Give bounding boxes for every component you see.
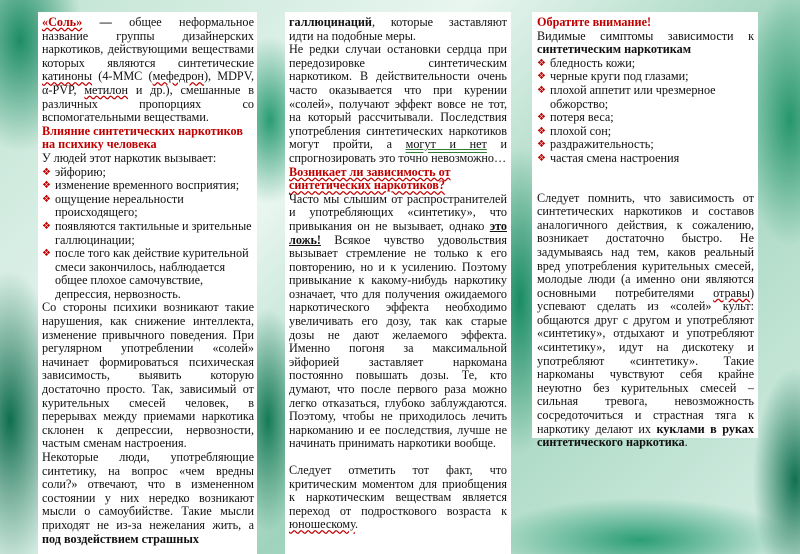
list-item-text: эйфорию; (55, 164, 106, 179)
heading-psyche-effects: Влияние синтетических наркотиков на психику человека (42, 123, 243, 152)
intro-dash: — (82, 15, 112, 29)
diamond-bullet-icon: ❖ (537, 71, 546, 83)
term-katinony: катиноны (42, 69, 93, 84)
effects-list (42, 166, 254, 302)
diamond-bullet-icon: ❖ (42, 166, 51, 178)
list-item (42, 247, 254, 301)
list-item (537, 84, 754, 111)
list-item (537, 125, 754, 139)
list-item (537, 70, 754, 84)
critical-moment-paragraph (289, 464, 507, 532)
symptoms-intro-bold: синтетическим наркотикам (537, 42, 692, 57)
intro-text-e: ), MDPV, α-PVP, (42, 69, 254, 97)
term-otravy: отравы (713, 285, 750, 300)
list-item-text: плохой сон; (550, 123, 612, 138)
paragraph-gap (537, 166, 754, 179)
cont-bold: галлюцинаций (289, 15, 372, 29)
list-item-text: потеря веса; (550, 110, 614, 125)
para1-text-a: Не редки случаи остановки сердца при передозировке синтетическим наркотиком. В действительности очень часто оказывается что при курении «солей», получают эффект вовсе не тот, на который рассчитывали. Последствия употребления синтетических наркотиков могут пройти, а (289, 42, 507, 152)
effects-intro: У людей этот наркотик вызывает: (42, 150, 217, 165)
column-middle (285, 12, 511, 554)
diamond-bullet-icon: ❖ (42, 220, 51, 232)
symptoms-intro-text: Видимые симптомы зависимости к (537, 28, 754, 43)
list-item (537, 57, 754, 71)
list-item (537, 152, 754, 166)
list-item-text: бледность кожи; (550, 55, 636, 70)
dep-end: . (684, 435, 688, 450)
intro-paragraph (42, 16, 254, 125)
cont-rest: , которые заставляют идти на подобные меры. (289, 15, 507, 43)
diamond-bullet-icon: ❖ (537, 57, 546, 69)
addiction-paragraph (289, 193, 507, 451)
para3-bold: под воздействием страшных (42, 531, 199, 546)
its-a-lie: это ложь! (289, 218, 507, 247)
para3-text-c: . (354, 517, 359, 532)
heart-stop-paragraph (289, 43, 507, 165)
diamond-bullet-icon: ❖ (537, 152, 546, 164)
diamond-bullet-icon: ❖ (42, 180, 51, 192)
para1-text-c: и спрогнозировать это точно невозможно… (289, 137, 507, 165)
term-yunosheskomu: юношескому (289, 517, 355, 532)
diamond-bullet-icon: ❖ (537, 125, 546, 137)
continuation-paragraph (289, 16, 507, 43)
para1-underlined: могут и нет (405, 137, 487, 152)
list-item-text: частая смена настроения (550, 150, 680, 165)
dep-text-a: Следует помнить, что зависимость от синтетических наркотиков и составов аналогичного действия, к сожалению, возникает достаточно быстро. Не задумываясь над тем, каков реальный вред употребления курительных смесей, молодые люди (а именно они являются основными потребителями (537, 190, 754, 300)
para3-text-a: Следует отметить тот факт, что критическим моментом для приобщения к наркотическим веществам является переход от подросткового возраста к (289, 463, 507, 518)
symptoms-list (537, 57, 754, 166)
diamond-bullet-icon: ❖ (537, 139, 546, 151)
diamond-bullet-icon: ❖ (42, 193, 51, 205)
symptoms-intro (537, 30, 754, 57)
dependency-paragraph (537, 192, 754, 450)
heading-attention: Обратите внимание! (537, 15, 652, 29)
intro-text-a: общее неформальное название группы дизайнерских наркотиков, действующими веществами которых являются синтетические (42, 15, 254, 70)
list-item (537, 111, 754, 125)
column-left (38, 12, 257, 554)
diamond-bullet-icon: ❖ (537, 112, 546, 124)
para2-text-c: Всякое чувство удовольствия вызывает стремление не только к его повторению, но и к усилению. Поэтому привыкание к какому-нибудь наркотику означает, что для получения ожидаемого наркотического эффекта необходимо увеличивать его дозу, так как старые дозы не дают желаемого эффекта. Именно погоня за максимальной эйфорией заставляет наркомана постоянно повышать дозы. Те, кто думают, что после первого раза можно легко отказаться, глубоко заблуждаются. Поэтому, чтобы не приходилось лечить наркоманию и ее последствия, лучше не начинать принимать наркотики вообще. (289, 232, 507, 451)
intro-text-g: и др.), смешанные в различных пропорциях со вспомогательными веществами. (42, 82, 254, 125)
diamond-bullet-icon: ❖ (537, 84, 546, 96)
column-right (532, 12, 758, 450)
list-item-text: изменение временного восприятия; (55, 178, 240, 193)
para3-text: Некоторые люди, употребляющие синтетику, на вопрос «чем вредны соли?» отвечают, что в измененном состоянии у них нередко возникают мысли о самоубийстве. Такие мысли приходят не из-за нежелания жить, а (42, 450, 254, 532)
dep-bold: куклами в руках синтетического наркотика (537, 421, 754, 450)
diamond-bullet-icon: ❖ (42, 248, 51, 260)
list-item-text: после того как действие курительной смеси закончилось, наблюдается общее плохое самочувствие, депрессия, нервозность. (55, 246, 249, 301)
list-item (42, 193, 254, 220)
list-item (42, 166, 254, 180)
intro-text-c: (4-ММС ( (92, 69, 153, 84)
term-metilon: метилон (84, 82, 128, 97)
list-item (42, 179, 254, 193)
suicide-thoughts-paragraph (42, 451, 254, 546)
list-item-text: черные круги под глазами; (550, 69, 689, 84)
list-item (537, 138, 754, 152)
list-item-text: раздражительность; (550, 137, 654, 152)
para2-text-a: Часто мы слышим от распространителей и употребляющих «синтетику», что привыкания он не вызывает, однако (289, 191, 507, 233)
term-mefedron: мефедрон (152, 69, 204, 84)
list-item-text: ощущение нереальности происходящего; (55, 191, 184, 220)
list-item-text: появляются тактильные и зрительные галлюцинации; (55, 218, 252, 247)
heading-addiction-question: Возникает ли зависимость от синтетических наркотиков? (289, 164, 451, 193)
list-item (42, 220, 254, 247)
list-item-text: плохой аппетит или чрезмерное обжорство; (550, 82, 716, 111)
psyche-disorders-paragraph: Со стороны психики возникают такие нарушения, как снижение интеллекта, изменение привычного поведения. При регулярном употреблении «солей» начинает формироваться психическая зависимость, выявить которую достаточно просто. Так, зависимый от курительных смесей человек, в перерывах между приемами наркотика склонен к депрессии, нервозности, частым сменам настроения. (42, 300, 254, 451)
term-sol: «Соль» (42, 15, 83, 29)
dep-text-c: ) успевают сделать из «солей» культ: общаются друг с другом и употребляют «синтетику», отдыхают и употребляют «синтетику», идут на дискотеку и употребляют «синтетику». Такие наркоманы чувствуют себя крайне неуютно без курительных смесей – сильная тревога, невозможность сосредоточиться и страстная тяга к наркотику делают их (537, 285, 754, 436)
